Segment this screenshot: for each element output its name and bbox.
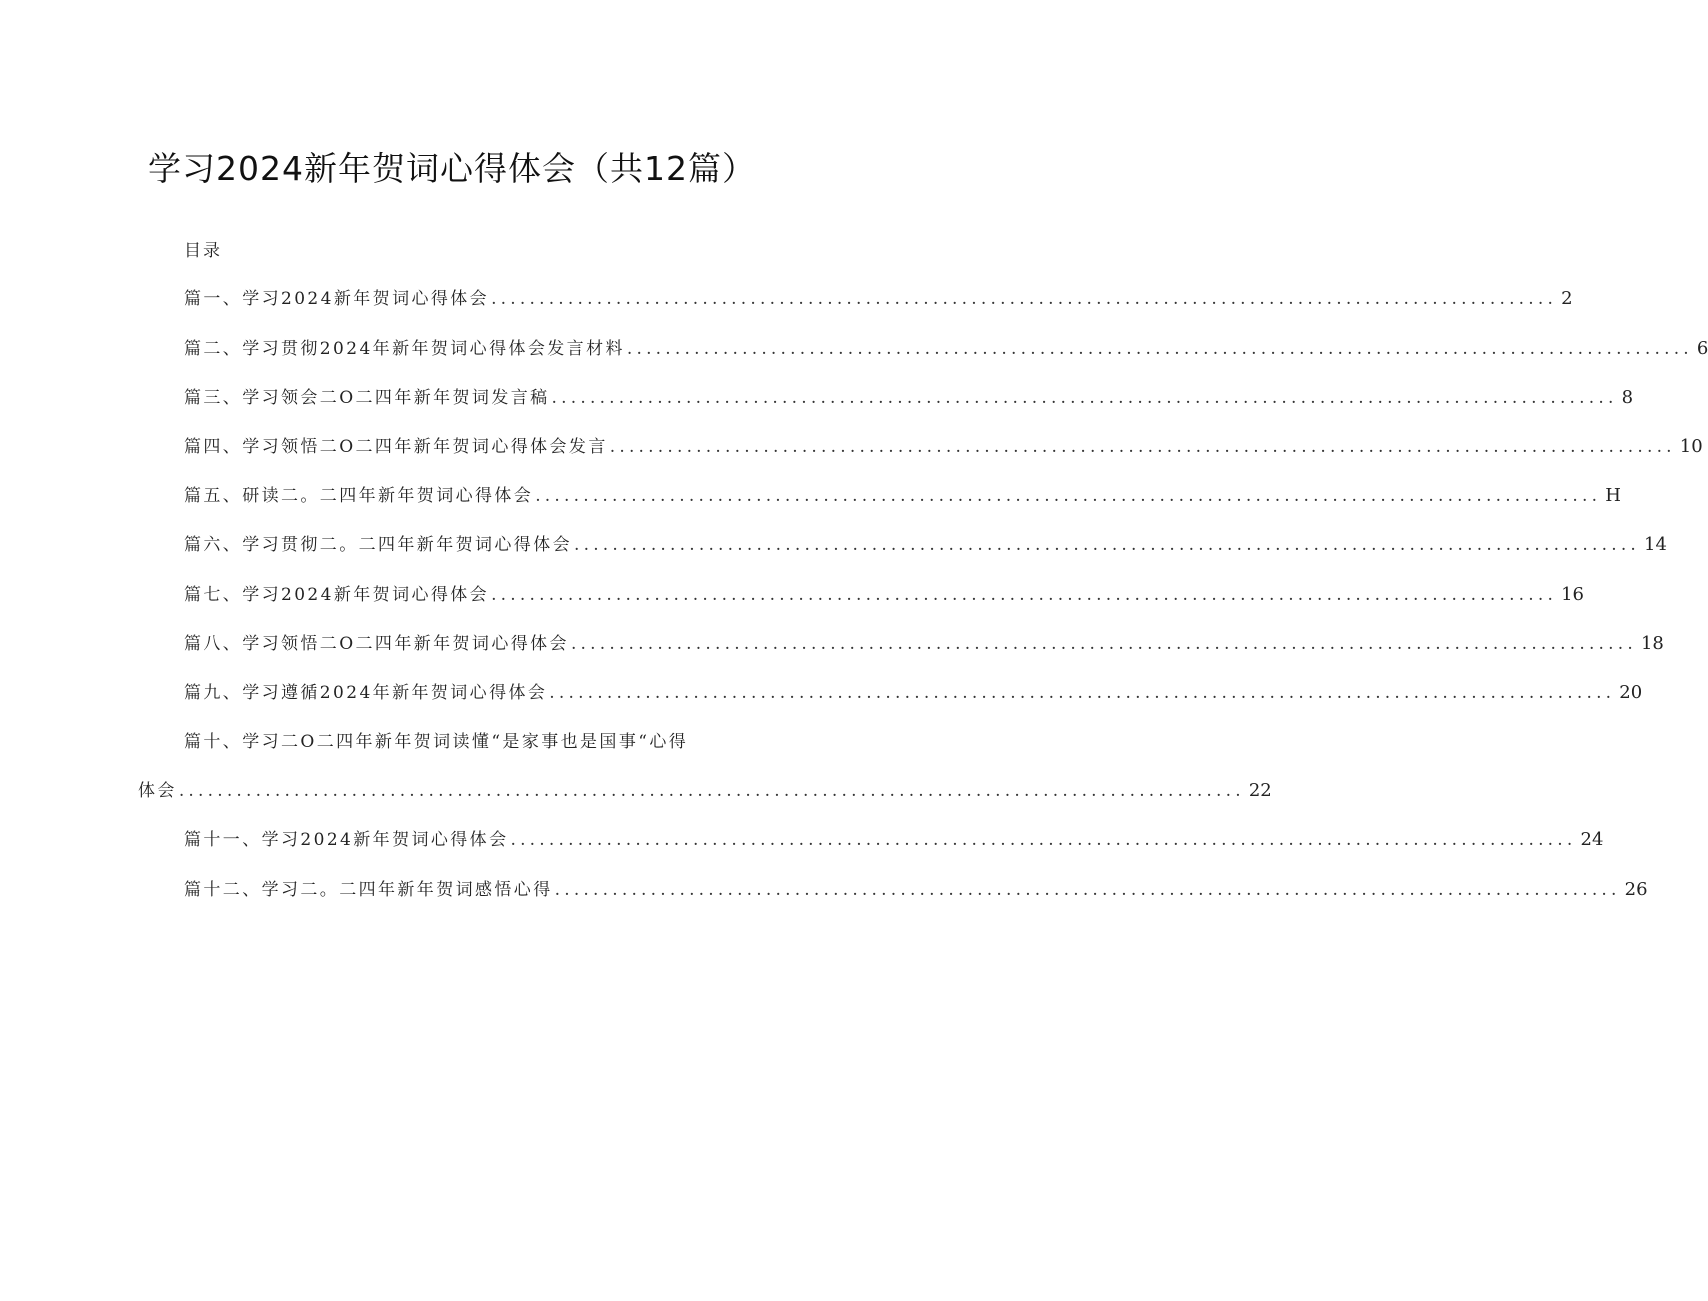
toc-heading: 目录	[184, 241, 222, 261]
toc-entry-page: 6	[1696, 338, 1708, 359]
toc-leader-dots: ...............................................................................................................	[551, 388, 1618, 408]
toc-entry-page: 14	[1644, 534, 1667, 555]
toc-entry-page: 10	[1679, 436, 1703, 457]
toc-entry-label-line2: 体会	[138, 781, 177, 801]
toc-entry-page: 8	[1621, 387, 1634, 408]
toc-entry-page: H	[1605, 485, 1621, 506]
toc-entry[interactable]	[184, 432, 1703, 458]
toc-entry-page: 18	[1640, 633, 1664, 654]
toc-leader-dots: ...............................................................................................................	[549, 683, 1616, 703]
toc-leader-dots: ...............................................................................................................	[178, 781, 1245, 801]
toc-entry[interactable]	[184, 383, 1634, 409]
toc-leader-dots: ...............................................................................................................	[491, 289, 1558, 309]
toc-entry-label: 篇五、研读二。二四年新年贺词心得体会	[184, 486, 534, 506]
toc-entry-page: 24	[1580, 829, 1604, 850]
toc-entry-label: 篇六、学习贯彻二。二四年新年贺词心得体会	[184, 535, 572, 555]
toc-entry-page: 16	[1561, 584, 1585, 605]
toc-entry-page: 26	[1624, 879, 1648, 900]
toc-leader-dots: ...............................................................................................................	[570, 634, 1637, 654]
toc-leader-dots: ...............................................................................................................	[609, 437, 1676, 457]
toc-entry-label: 篇二、学习贯彻2024年新年贺词心得体会发言材料	[184, 339, 625, 359]
toc-entry[interactable]	[184, 481, 1621, 507]
toc-entry-label: 篇四、学习领悟二O二四年新年贺词心得体会发言	[184, 437, 608, 457]
toc-entry[interactable]	[138, 776, 1272, 802]
toc-entry-label: 篇七、学习2024新年贺词心得体会	[184, 585, 490, 605]
toc-leader-dots: ...............................................................................................................	[574, 535, 1641, 555]
toc-entry-label: 篇十一、学习2024新年贺词心得体会	[184, 830, 509, 850]
toc-entry-label: 篇三、学习领会二O二四年新年贺词发言稿	[184, 388, 550, 408]
toc-entry[interactable]	[184, 580, 1585, 606]
toc-entry-label: 篇一、学习2024新年贺词心得体会	[184, 289, 490, 309]
toc-leader-dots: ...............................................................................................................	[626, 339, 1693, 359]
toc-entry-page: 22	[1248, 780, 1272, 801]
toc-entry[interactable]	[184, 678, 1643, 704]
toc-entry-page: 2	[1561, 288, 1573, 309]
toc-entry[interactable]	[184, 875, 1648, 901]
toc-leader-dots: ...............................................................................................................	[491, 585, 1558, 605]
toc-leader-dots: ...............................................................................................................	[510, 830, 1577, 850]
toc-entry[interactable]	[184, 530, 1667, 556]
toc-entry-label: 篇十二、学习二。二四年新年贺词感悟心得	[184, 880, 553, 900]
toc-entry-label-line1[interactable]: 篇十、学习二O二四年新年贺词读懂“是家事也是国事“心得	[184, 732, 689, 752]
toc-entry[interactable]	[184, 629, 1664, 655]
toc-entry[interactable]	[184, 334, 1708, 360]
toc-entry-label: 篇九、学习遵循2024年新年贺词心得体会	[184, 683, 548, 703]
toc-entry[interactable]	[184, 825, 1604, 851]
toc-entry[interactable]	[184, 284, 1573, 310]
toc-leader-dots: ...............................................................................................................	[535, 486, 1602, 506]
document-title: 学习2024新年贺词心得体会（共12篇）	[148, 149, 756, 188]
toc-entry-page: 20	[1619, 682, 1643, 703]
toc-leader-dots: ...............................................................................................................	[554, 880, 1621, 900]
toc-entry-label: 篇八、学习领悟二O二四年新年贺词心得体会	[184, 634, 569, 654]
